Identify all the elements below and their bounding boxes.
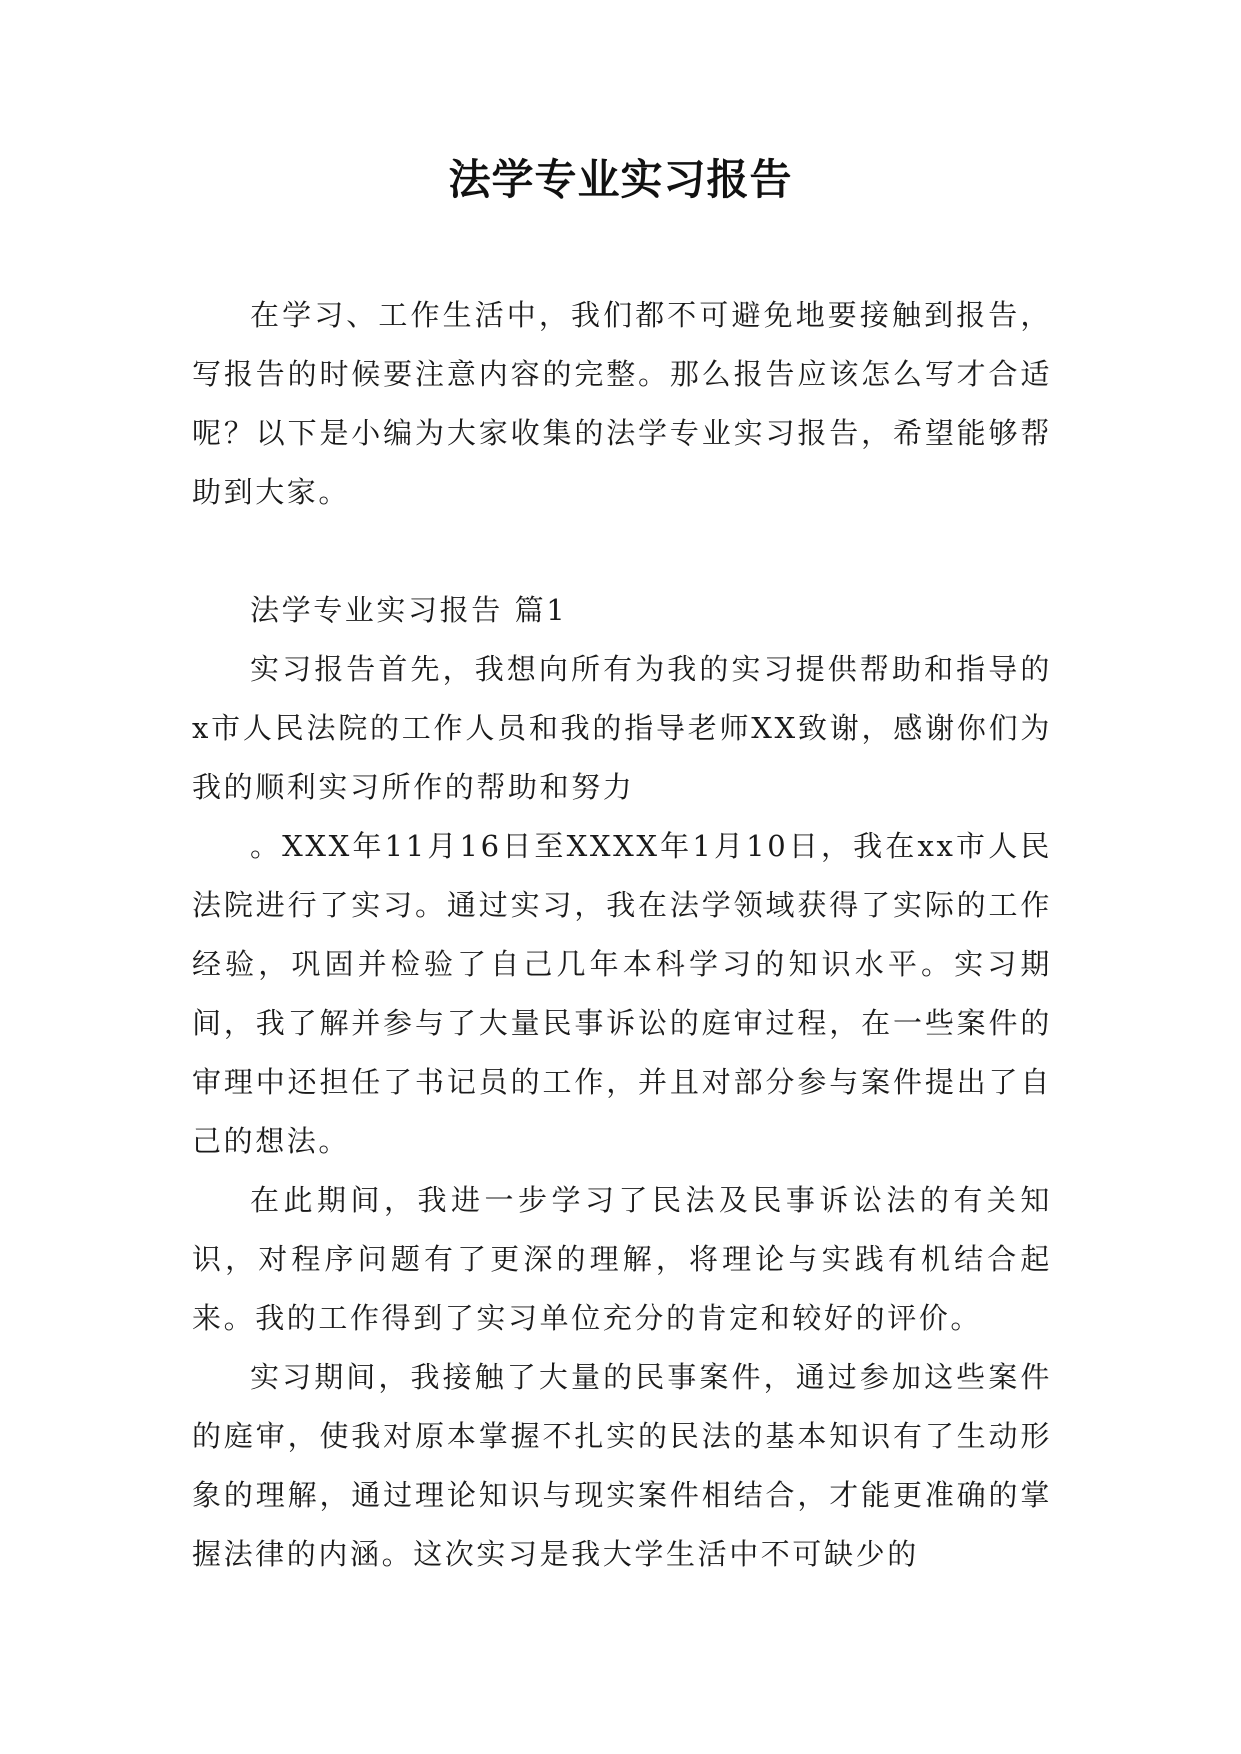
body-paragraph-2: 。XXX年11月16日至XXXX年1月10日，我在xx市人民法院进行了实习。通过实习，我在法学领域获得了实际的工作经验，巩固并检验了自己几年本科学习的知识水平。实习期间，我了解并参与了大量民事诉讼的庭审过程，在一些案件的审理中还担任了书记员的工作，并且对部分参与案件提出了自己的想法。: [192, 829, 1052, 1158]
body-paragraph-4: 实习期间，我接触了大量的民事案件，通过参加这些案件的庭审，使我对原本掌握不扎实的民法的基本知识有了生动形象的理解，通过理论知识与现实案件相结合，才能更准确的掌握法律的内涵。这次实习是我大学生活中不可缺少的: [192, 1360, 1052, 1571]
intro-paragraph: 在学习、工作生活中，我们都不可避免地要接触到报告，写报告的时候要注意内容的完整。那么报告应该怎么写才合适呢？以下是小编为大家收集的法学专业实习报告，希望能够帮助到大家。: [192, 298, 1052, 509]
document-title: 法学专业实习报告: [448, 155, 793, 204]
section-heading: 法学专业实习报告 篇1: [250, 593, 568, 627]
body-paragraph-3: 在此期间，我进一步学习了民法及民事诉讼法的有关知识，对程序问题有了更深的理解，将理论与实践有机结合起来。我的工作得到了实习单位充分的肯定和较好的评价。: [192, 1183, 1052, 1335]
body-paragraph-1: 实习报告首先，我想向所有为我的实习提供帮助和指导的x市人民法院的工作人员和我的指导老师XX致谢，感谢你们为我的顺利实习所作的帮助和努力: [192, 652, 1052, 804]
document-body: [192, 286, 1052, 1584]
